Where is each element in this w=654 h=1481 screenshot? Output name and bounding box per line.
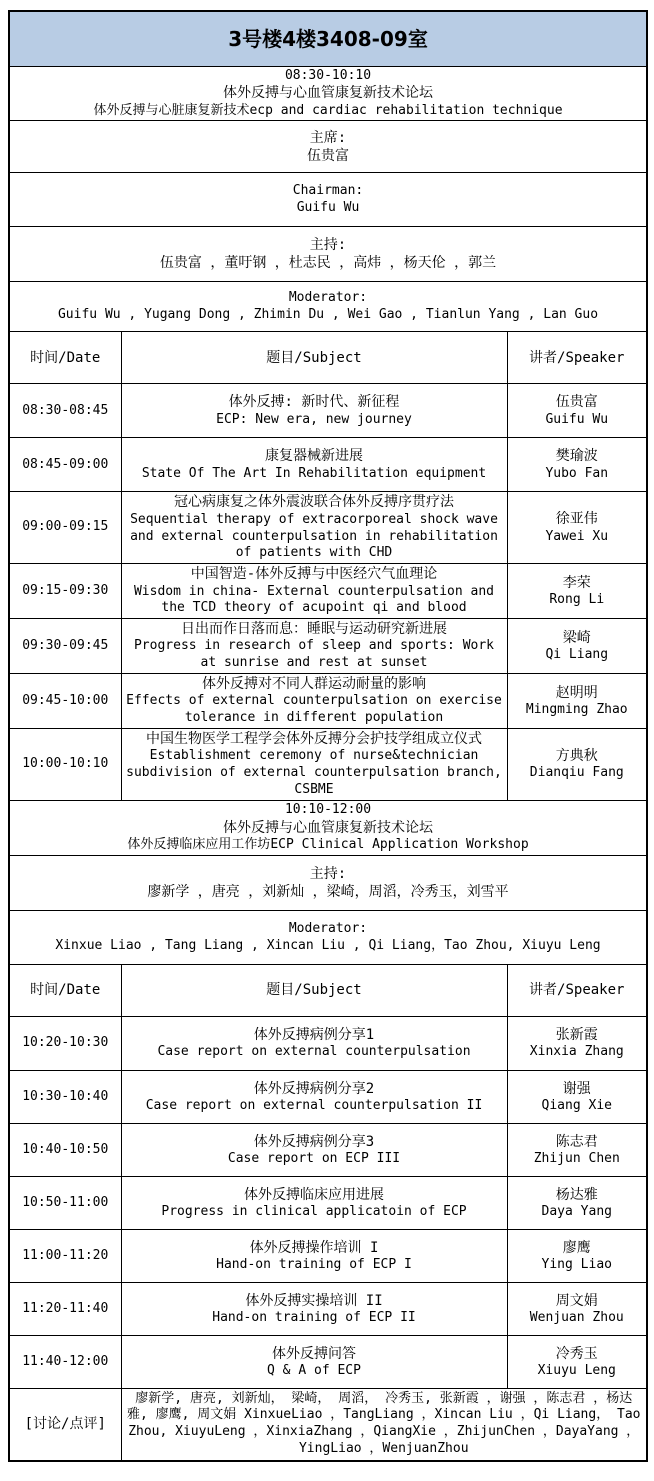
talk-speaker <box>507 564 647 619</box>
talk-row <box>9 1071 647 1124</box>
talk-subject <box>121 564 507 619</box>
talk-subject-en: Hand-on training of ECP II <box>212 1309 416 1325</box>
talk-subject-cn: 体外反搏对不同人群运动耐量的影响 <box>202 676 426 693</box>
moderator-names: Xinxue Liao , Tang Liang , Xincan Liu , Qi Liang，Tao Zhou, Xiuyu Leng <box>55 937 601 953</box>
talk-speaker-cn: 梁崎 <box>562 629 591 646</box>
talk-subject-cn: 体外反搏病例分享2 <box>253 1080 375 1097</box>
session1-chair-en <box>9 173 647 227</box>
talk-row <box>9 384 647 438</box>
talk-speaker <box>507 1230 647 1283</box>
talk-subject-cn: 日出而作日落而息：睡眠与运动研究新进展 <box>181 621 447 638</box>
host-label-cn: 主持: <box>309 237 347 254</box>
talk-subject <box>121 438 507 492</box>
talk-time: 11:40-12:00 <box>9 1336 121 1389</box>
talk-row <box>9 619 647 674</box>
talk-speaker <box>507 1283 647 1336</box>
talk-subject-cn: 体外反搏临床应用进展 <box>244 1186 384 1203</box>
session2-hosts-cn <box>9 856 647 911</box>
talk-speaker-cn: 张新霞 <box>555 1027 598 1044</box>
talk-subject-cn: 体外反搏实操培训 II <box>245 1292 383 1309</box>
talk-subject <box>121 1177 507 1230</box>
room-title: 3号楼4楼3408-09室 <box>9 11 647 66</box>
col-header-time: 时间/Date <box>9 965 121 1017</box>
talk-subject <box>121 729 507 801</box>
col-header-time: 时间/Date <box>9 332 121 384</box>
session2-forum-en: 体外反搏临床应用工作坊ECP Clinical Application Workshop <box>127 837 529 853</box>
session1-hosts-cn-row <box>9 227 647 282</box>
talk-speaker-en: Rong Li <box>549 591 605 607</box>
chair-name-cn: 伍贵富 <box>307 147 349 164</box>
talk-speaker-en: Ying Liao <box>541 1256 612 1272</box>
talk-subject-en: Effects of external counterpulsation on exercise tolerance in different population <box>126 693 502 726</box>
talk-speaker-en: Yubo Fan <box>545 465 609 481</box>
talk-speaker-en: Guifu Wu <box>545 411 609 427</box>
talk-subject <box>121 1230 507 1283</box>
talk-speaker-en: Yawei Xu <box>545 528 609 544</box>
col-header-speaker: 讲者/Speaker <box>507 965 647 1017</box>
talk-subject-cn: 冠心病康复之体外震波联合体外反搏序贯疗法 <box>174 494 454 511</box>
talk-subject-en: State Of The Art In Rehabilitation equipment <box>141 465 487 481</box>
session2-forum-cn: 体外反搏与心血管康复新技术论坛 <box>223 819 433 836</box>
talk-subject-en: Case report on ECP III <box>227 1150 401 1166</box>
moderator-label: Moderator: <box>288 290 368 306</box>
talk-subject-cn: 体外反搏问答 <box>272 1345 356 1362</box>
moderator-label: Moderator: <box>288 920 368 936</box>
talk-subject-en: Case report on external counterpulsation II <box>145 1097 483 1113</box>
talk-time: 10:30-10:40 <box>9 1071 121 1124</box>
talk-row <box>9 1283 647 1336</box>
talk-speaker-en: Wenjuan Zhou <box>529 1309 624 1325</box>
talk-speaker <box>507 1124 647 1177</box>
talk-row <box>9 1124 647 1177</box>
talk-subject <box>121 1071 507 1124</box>
talk-subject-cn: 中国生物医学工程学会体外反搏分会护技学组成立仪式 <box>146 731 482 748</box>
session2-info-row <box>9 801 647 856</box>
session1-time: 08:30-10:10 <box>284 67 372 83</box>
talk-subject-en: Establishment ceremony of nurse&technician subdivision of external counterpulsation branch, CSBME <box>126 748 502 798</box>
session1-forum-cn: 体外反搏与心血管康复新技术论坛 <box>223 85 433 102</box>
session2-hosts-en-row <box>9 911 647 965</box>
talk-speaker-en: Xiuyu Leng <box>537 1362 616 1378</box>
talk-row <box>9 1230 647 1283</box>
talk-subject-cn: 体外反搏病例分享3 <box>253 1133 375 1150</box>
talk-speaker-cn: 徐亚伟 <box>555 511 598 528</box>
talk-row <box>9 729 647 801</box>
talk-time: 11:20-11:40 <box>9 1283 121 1336</box>
talk-subject <box>121 492 507 564</box>
talk-subject-en: Wisdom in china- External counterpulsation and the TCD theory of acupoint qi and blood <box>133 583 495 616</box>
talk-subject-en: Progress in clinical applicatoin of ECP <box>161 1203 467 1219</box>
talk-speaker <box>507 1017 647 1071</box>
talk-speaker-cn: 廖鹰 <box>562 1239 591 1256</box>
talk-subject-en: Hand-on training of ECP I <box>216 1256 412 1272</box>
talk-speaker <box>507 384 647 438</box>
talk-subject <box>121 1017 507 1071</box>
chair-name-en: Guifu Wu <box>296 199 360 215</box>
talk-row <box>9 564 647 619</box>
talk-time: 10:50-11:00 <box>9 1177 121 1230</box>
talk-subject-cn: 体外反搏: 新时代、新征程 <box>228 394 400 411</box>
talk-subject <box>121 1336 507 1389</box>
talk-time: 08:30-08:45 <box>9 384 121 438</box>
talk-subject-en: Sequential therapy of extracorporeal shock wave and external counterpulsation in rehabilitation of patients with CHD <box>130 511 498 561</box>
talk-time: 10:00-10:10 <box>9 729 121 801</box>
talk-speaker-cn: 谢强 <box>562 1080 591 1097</box>
session2-hosts-cn-row <box>9 856 647 911</box>
talk-speaker <box>507 1177 647 1230</box>
talk-speaker <box>507 1336 647 1389</box>
column-header-row-2 <box>9 965 647 1017</box>
discussion-row <box>9 1389 647 1461</box>
session1-hosts-en-row <box>9 282 647 332</box>
talk-subject <box>121 619 507 674</box>
room-header-row <box>9 11 647 66</box>
session1-chair-cn-row <box>9 121 647 173</box>
column-header-row-1 <box>9 332 647 384</box>
session2-hosts-en <box>9 911 647 965</box>
talk-time: 09:00-09:15 <box>9 492 121 564</box>
talk-speaker-cn: 樊瑜波 <box>555 448 598 465</box>
talk-subject-en: Progress in research of sleep and sports: Work at sunrise and rest at sunset <box>133 638 495 671</box>
talk-speaker <box>507 438 647 492</box>
talk-speaker-cn: 陈志君 <box>555 1133 598 1150</box>
col-header-subject: 题目/Subject <box>121 332 507 384</box>
talk-speaker-en: Dianqiu Fang <box>529 765 624 781</box>
discussion-label: [讨论/点评] <box>9 1389 121 1461</box>
talk-speaker-en: Xinxia Zhang <box>529 1044 624 1060</box>
talk-speaker-cn: 冷秀玉 <box>555 1345 598 1362</box>
talk-speaker <box>507 674 647 729</box>
talk-speaker <box>507 492 647 564</box>
host-names-cn: 伍贵富 ，董吁钢 ，杜志民 ，高炜 ，杨天伦 ，郭兰 <box>159 255 497 272</box>
talk-time: 10:40-10:50 <box>9 1124 121 1177</box>
talk-row <box>9 1177 647 1230</box>
talk-subject-cn: 康复器械新进展 <box>265 448 363 465</box>
talk-speaker <box>507 1071 647 1124</box>
talk-speaker-cn: 方典秋 <box>555 748 598 765</box>
talk-subject-cn: 体外反搏病例分享1 <box>253 1027 375 1044</box>
talk-time: 09:45-10:00 <box>9 674 121 729</box>
talk-time: 09:30-09:45 <box>9 619 121 674</box>
talk-time: 11:00-11:20 <box>9 1230 121 1283</box>
talk-row <box>9 674 647 729</box>
moderator-names: Guifu Wu , Yugang Dong , Zhimin Du , Wei Gao , Tianlun Yang , Lan Guo <box>57 306 599 322</box>
talk-speaker-cn: 伍贵富 <box>555 394 598 411</box>
talk-speaker <box>507 619 647 674</box>
chair-label-cn: 主席: <box>309 129 347 146</box>
talk-subject-en: Q & A of ECP <box>267 1362 361 1378</box>
discussion-names <box>121 1389 647 1461</box>
talk-speaker <box>507 729 647 801</box>
talk-time: 10:20-10:30 <box>9 1017 121 1071</box>
talk-speaker-cn: 周文娟 <box>555 1292 598 1309</box>
session1-hosts-cn <box>9 227 647 282</box>
talk-subject-cn: 体外反搏操作培训 I <box>249 1239 379 1256</box>
talk-speaker-cn: 李荣 <box>562 574 591 591</box>
session1-hosts-en <box>9 282 647 332</box>
talk-speaker-cn: 杨达雅 <box>555 1186 598 1203</box>
session1-forum-en: 体外反搏与心脏康复新技术ecp and cardiac rehabilitation technique <box>93 102 563 118</box>
talk-speaker-cn: 赵明明 <box>555 684 598 701</box>
host-names-cn: 廖新学 ，唐亮 ，刘新灿 ，梁崎，周滔，冷秀玉，刘雪平 <box>147 884 509 901</box>
chair-label-en: Chairman: <box>292 183 364 199</box>
talk-speaker-en: Qi Liang <box>545 646 609 662</box>
talk-row <box>9 492 647 564</box>
discussion-names-text: 廖新学, 唐亮, 刘新灿， 梁崎， 周滔， 冷秀玉, 张新霞 ，谢强 ，陈志君 ，杨达雅, 廖鹰, 周文娟 XinxueLiao ，TangLiang ，Xincan Liu ，Qi Liang， Tao Zhou, XiuyuLeng ，XinxiaZhang ，QiangXie ，ZhijunChen ，DayaYang ，YingLiao ，WenjuanZhou <box>127 1390 641 1457</box>
col-header-speaker: 讲者/Speaker <box>507 332 647 384</box>
talk-subject <box>121 1124 507 1177</box>
talk-time: 08:45-09:00 <box>9 438 121 492</box>
talk-subject-en: ECP: New era, new journey <box>216 411 412 427</box>
talk-time: 09:15-09:30 <box>9 564 121 619</box>
talk-subject <box>121 384 507 438</box>
talk-subject <box>121 674 507 729</box>
session1-info-row <box>9 66 647 121</box>
session1-chair-cn <box>9 121 647 173</box>
session2-time: 10:10-12:00 <box>284 802 372 818</box>
conference-schedule-table <box>8 10 648 1462</box>
talk-row <box>9 1017 647 1071</box>
talk-speaker-en: Qiang Xie <box>541 1097 612 1113</box>
talk-subject <box>121 1283 507 1336</box>
talk-row <box>9 438 647 492</box>
session1-chair-en-row <box>9 173 647 227</box>
col-header-subject: 题目/Subject <box>121 965 507 1017</box>
talk-subject-en: Case report on external counterpulsation <box>157 1044 471 1060</box>
talk-subject-cn: 中国智造-体外反搏与中医经穴气血理论 <box>190 566 438 583</box>
host-label-cn: 主持: <box>309 865 347 882</box>
session2-info <box>9 801 647 856</box>
session1-info <box>9 66 647 121</box>
talk-row <box>9 1336 647 1389</box>
talk-speaker-en: Zhijun Chen <box>533 1150 620 1166</box>
talk-speaker-en: Daya Yang <box>541 1203 612 1219</box>
talk-speaker-en: Mingming Zhao <box>525 701 628 717</box>
